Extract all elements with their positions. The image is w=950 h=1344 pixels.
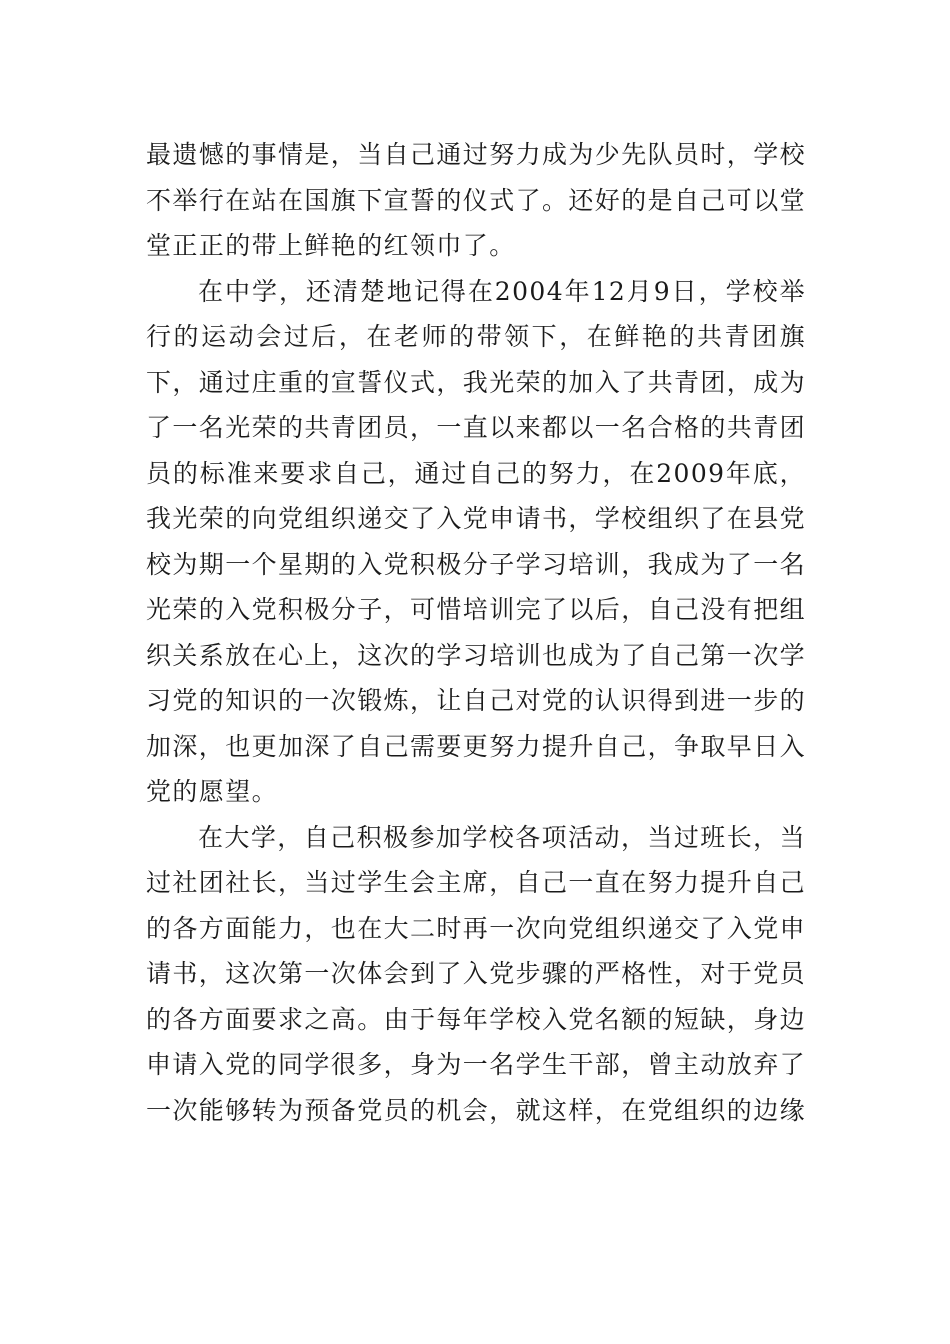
document-body <box>146 132 806 1133</box>
paragraph-1: 最遗憾的事情是，当自己通过努力成为少先队员时，学校不举行在站在国旗下宣誓的仪式了。还好的是自己可以堂堂正正的带上鲜艳的红领巾了。 <box>146 140 807 260</box>
paragraph-2: 在中学，还清楚地记得在2004年12月9日，学校举行的运动会过后，在老师的带领下，在鲜艳的共青团旗下，通过庄重的宣誓仪式，我光荣的加入了共青团，成为了一名光荣的共青团员，一直以来都以一名合格的共青团员的标准来要求自己，通过自己的努力，在2009年底，我光荣的向党组织递交了入党申请书，学校组织了在县党校为期一个星期的入党积极分子学习培训，我成为了一名光荣的入党积极分子，可惜培训完了以后，自己没有把组织关系放在心上，这次的学习培训也成为了自己第一次学习党的知识的一次锻炼，让自己对党的认识得到进一步的加深，也更加深了自己需要更努力提升自己，争取早日入党的愿望。 <box>146 276 807 806</box>
paragraph-3: 在大学，自己积极参加学校各项活动，当过班长，当过社团社长，当过学生会主席，自己一直在努力提升自己的各方面能力，也在大二时再一次向党组织递交了入党申请书，这次第一次体会到了入党步骤的严格性，对于党员的各方面要求之高。由于每年学校入党名额的短缺，身边申请入党的同学很多，身为一名学生干部，曾主动放弃了一次能够转为预备党员的机会，就这样，在党组织的边缘 <box>146 822 807 1125</box>
